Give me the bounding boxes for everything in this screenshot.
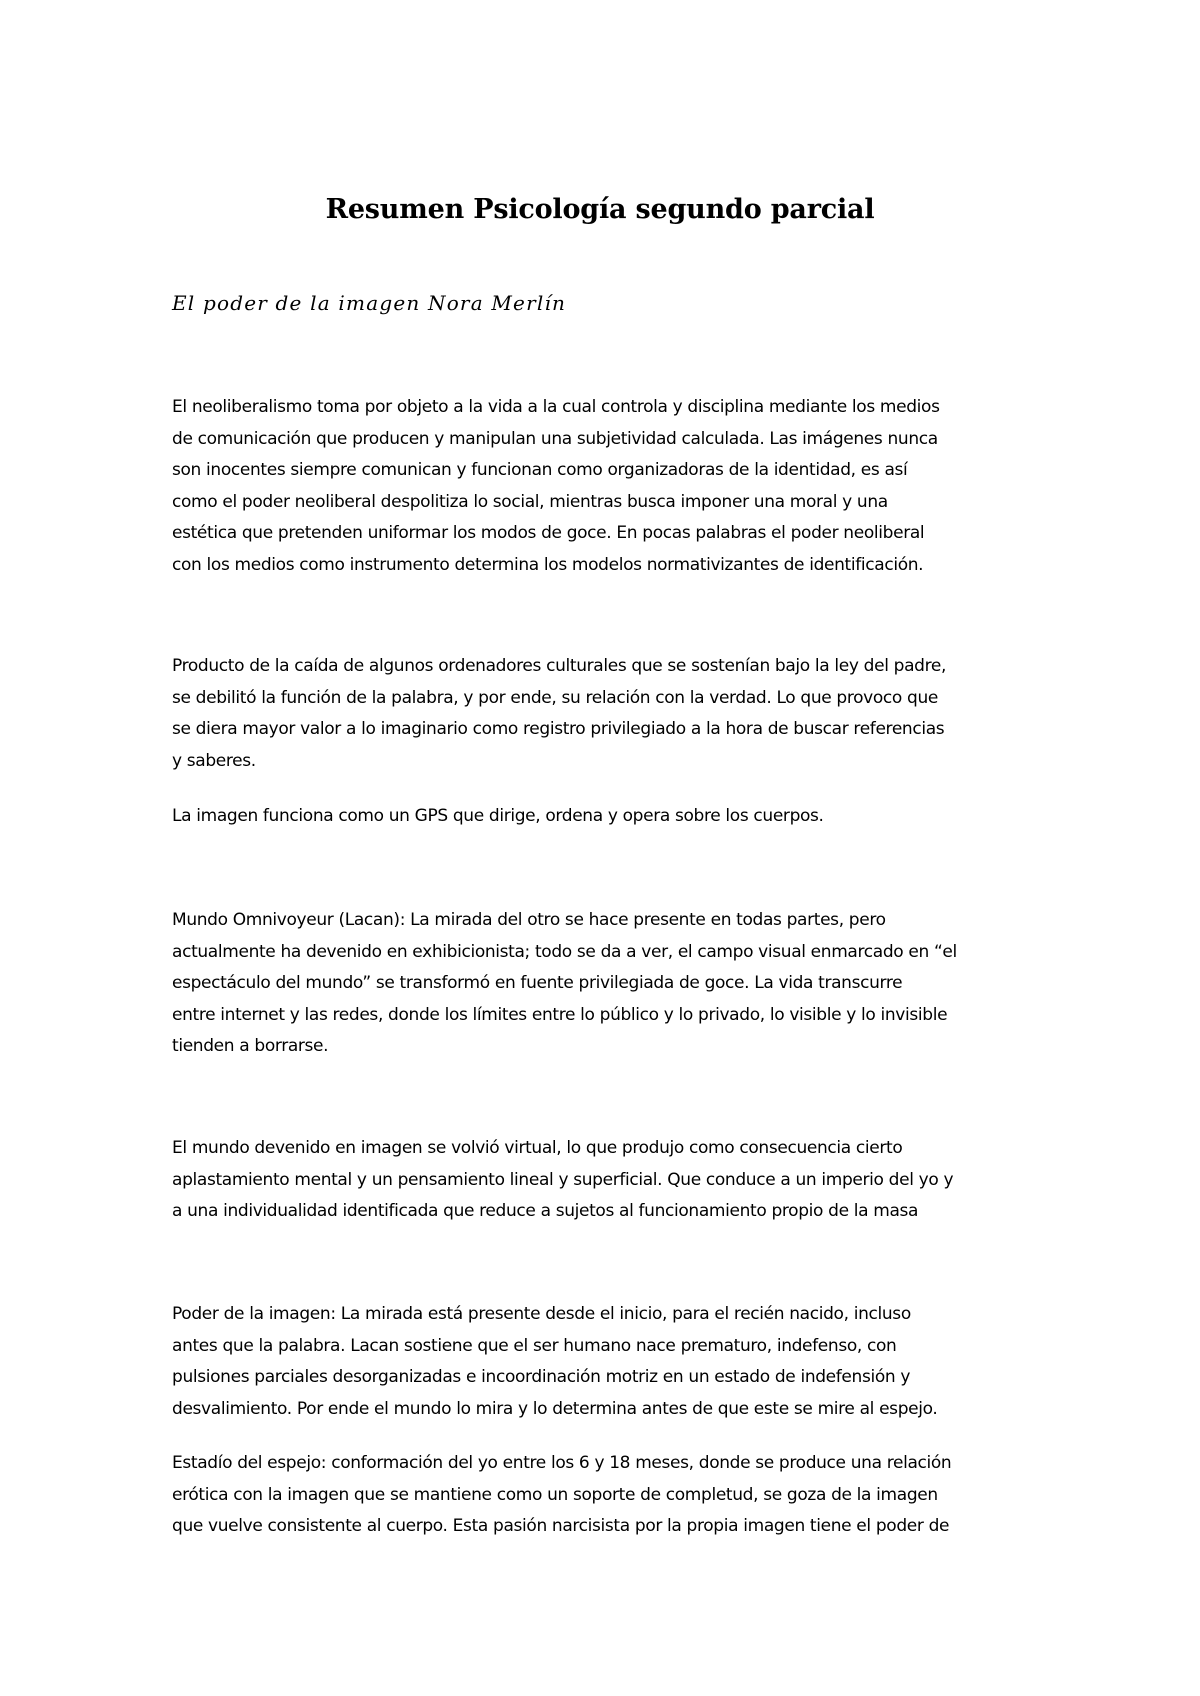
text-line: de comunicación que producen y manipulan una subjetividad calculada. Las imágenes nunca — [172, 428, 938, 449]
text-line: se diera mayor valor a lo imaginario como registro privilegiado a la hora de buscar referencias — [172, 719, 945, 739]
text-line: La imagen funciona como un GPS que dirige, ordena y opera sobre los cuerpos. — [172, 806, 824, 826]
text-line: Mundo Omnivoyeur (Lacan): La mirada del otro se hace presente en todas partes, pero — [172, 910, 886, 930]
paragraph-mundo-virtual — [172, 1133, 1052, 1228]
paragraph-poder-imagen — [172, 1299, 1052, 1425]
text-line: con los medios como instrumento determina los modelos normativizantes de identificación. — [172, 554, 924, 575]
paragraph-neoliberalismo — [172, 392, 1052, 581]
text-line: antes que la palabra. Lacan sostiene que el ser humano nace prematuro, indefenso, con — [172, 1335, 897, 1356]
text-line: espectáculo del mundo” se transformó en fuente privilegiada de goce. La vida transcurre — [172, 973, 903, 993]
paragraph-producto — [172, 651, 1052, 777]
text-line: erótica con la imagen que se mantiene como un soporte de completud, se goza de la imagen — [172, 1484, 938, 1505]
text-line: son inocentes siempre comunican y funcionan como organizadoras de la identidad, es así — [172, 460, 908, 480]
paragraph-gps — [172, 801, 1052, 833]
text-line: se debilitó la función de la palabra, y por ende, su relación con la verdad. Lo que provoco que — [172, 687, 939, 708]
text-line: como el poder neoliberal despolitiza lo social, mientras busca imponer una moral y una — [172, 491, 888, 512]
text-line: Estadío del espejo: conformación del yo entre los 6 y 18 meses, donde se produce una relación — [172, 1453, 952, 1473]
page-title: Resumen Psicología segundo parcial — [325, 194, 875, 225]
text-line: actualmente ha devenido en exhibicionista; todo se da a ver, el campo visual enmarcado en “el — [172, 941, 957, 962]
text-line: entre internet y las redes, donde los límites entre lo público y lo privado, lo visible y lo invisible — [172, 1004, 948, 1025]
text-line: El mundo devenido en imagen se volvió virtual, lo que produjo como consecuencia cierto — [172, 1138, 903, 1158]
text-line: Producto de la caída de algunos ordenadores culturales que se sostenían bajo la ley del padre, — [172, 656, 947, 676]
text-line: pulsiones parciales desorganizadas e incoordinación motriz en un estado de indefensión y — [172, 1367, 911, 1387]
text-line: y saberes. — [172, 750, 256, 771]
page-subtitle: El poder de la imagen Nora Merlín — [172, 291, 567, 315]
text-line: Poder de la imagen: La mirada está presente desde el inicio, para el recién nacido, incluso — [172, 1304, 911, 1324]
text-line: estética que pretenden uniformar los modos de goce. En pocas palabras el poder neoliberal — [172, 523, 925, 543]
text-line: que vuelve consistente al cuerpo. Esta pasión narcisista por la propia imagen tiene el poder de — [172, 1516, 950, 1536]
paragraph-estadio-espejo — [172, 1448, 1052, 1543]
text-line: a una individualidad identificada que reduce a sujetos al funcionamiento propio de la masa — [172, 1201, 919, 1221]
text-line: tienden a borrarse. — [172, 1036, 329, 1056]
paragraph-omnivoyeur — [172, 905, 1052, 1063]
text-line: desvalimiento. Por ende el mundo lo mira y lo determina antes de que este se mire al espejo. — [172, 1398, 938, 1419]
text-line: El neoliberalismo toma por objeto a la vida a la cual controla y disciplina mediante los medios — [172, 397, 940, 417]
text-line: aplastamiento mental y un pensamiento lineal y superficial. Que conduce a un imperio del yo y — [172, 1169, 954, 1190]
